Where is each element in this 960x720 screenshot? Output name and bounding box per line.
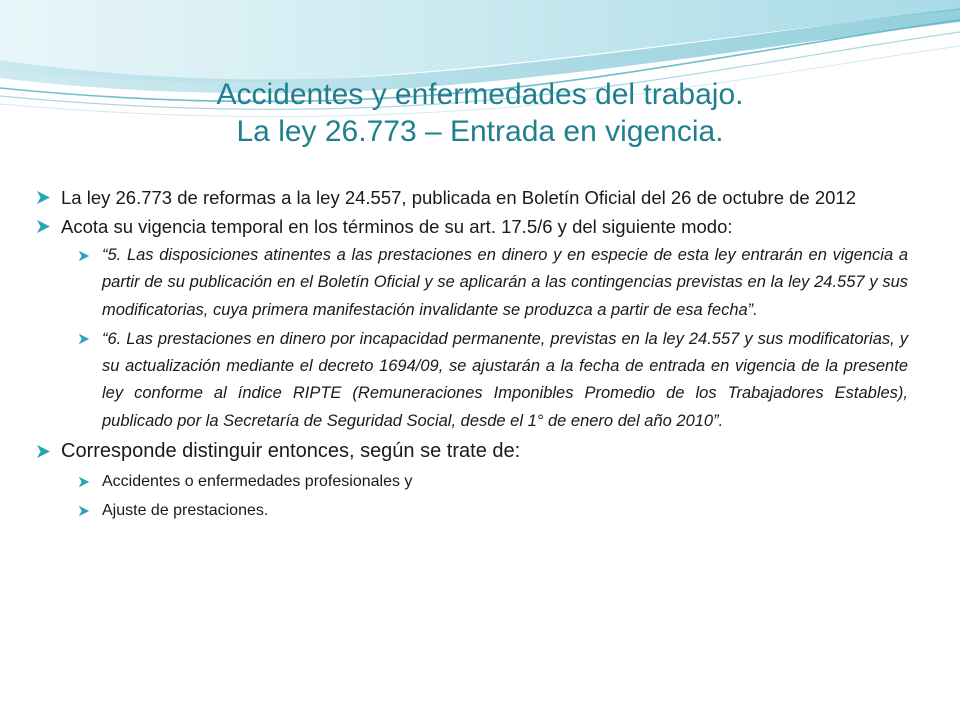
arrow-bullet-icon: [78, 326, 98, 353]
arrow-bullet-icon: [78, 242, 98, 269]
title-line-2: La ley 26.773 – Entrada en vigencia.: [236, 115, 724, 148]
arrow-bullet-icon: [36, 213, 56, 240]
slide-title: [0, 76, 960, 150]
sub-bullet-item: [78, 496, 908, 525]
bullet-text: “6. Las prestaciones en dinero por incapacidad permanente, previstas en la ley 24.557 y sus modificatorias, y su actualización mediante el decreto 1694/09, se ajustarán a la fecha de entrada en vigencia de la presente ley conforme al índice RIPTE (Remuneraciones Imponibles Promedio de los Trabajadores Estables), publicado por la Secretaría de Seguridad Social, desde el 1° de enero del año 2010”.: [102, 329, 908, 430]
bullet-text: Accidentes o enfermedades profesionales y: [102, 473, 413, 491]
bullet-list: [36, 184, 908, 525]
bullet-text: “5. Las disposiciones atinentes a las prestaciones en dinero y en especie de esta ley entrarán en vigencia a partir de su publicación en el Boletín Oficial y se aplicarán a las contingencias previstas en la ley 24.557 y sus modificatorias, cuya primera manifestación invalidante se produzca a partir de esa fecha”.: [102, 246, 908, 319]
bullet-item: [36, 437, 908, 465]
title-line-1: Accidentes y enfermedades del trabajo.: [216, 78, 744, 111]
bullet-text: La ley 26.773 de reformas a la ley 24.557, publicada en Boletín Oficial del 26 de octubre de 2012: [61, 187, 857, 208]
sub-bullet-item: [78, 467, 908, 496]
sub-bullet-item: [78, 242, 908, 324]
arrow-bullet-icon: [78, 496, 98, 525]
arrow-bullet-icon: [36, 437, 56, 465]
bullet-text: Acota su vigencia temporal en los términos de su art. 17.5/6 y del siguiente modo:: [61, 216, 733, 237]
sub-bullet-item: [78, 326, 908, 435]
arrow-bullet-icon: [36, 184, 56, 211]
bullet-text: Corresponde distinguir entonces, según se trate de:: [61, 440, 521, 463]
bullet-item: [36, 213, 908, 240]
bullet-item: [36, 184, 908, 211]
arrow-bullet-icon: [78, 467, 98, 496]
bullet-text: Ajuste de prestaciones.: [102, 502, 269, 520]
